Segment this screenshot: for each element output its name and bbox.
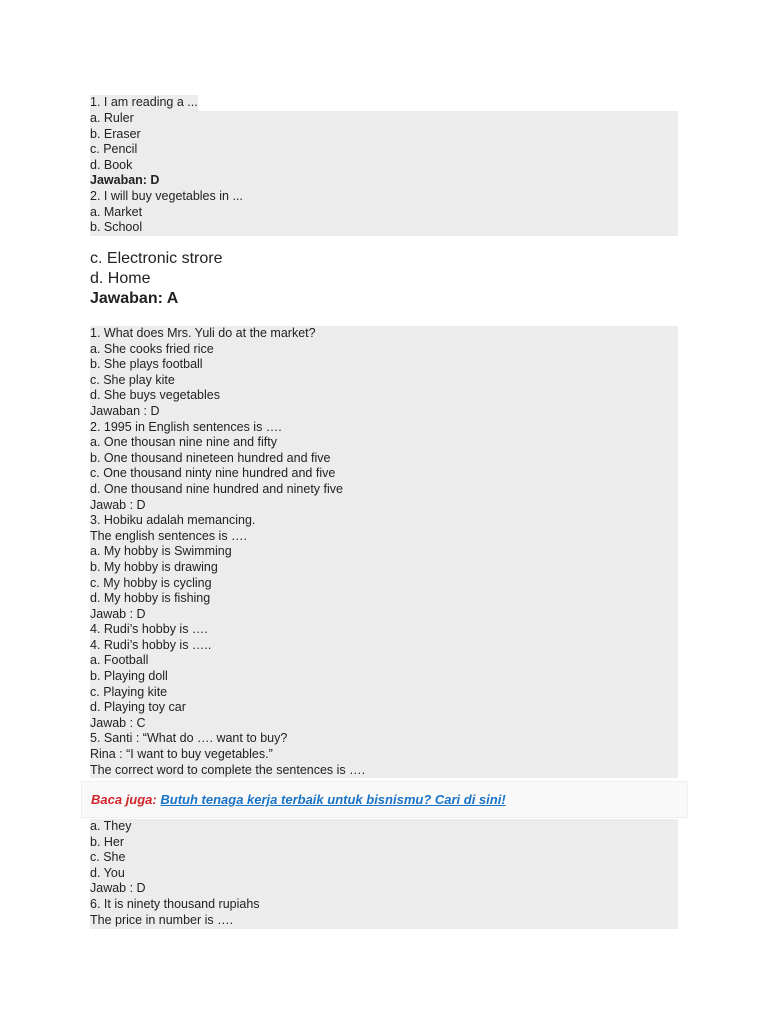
text-line: d. She buys vegetables — [90, 388, 220, 403]
text-line: a. She cooks fried rice — [90, 341, 214, 356]
text-line: Jawab : D — [90, 606, 146, 621]
text-line: The correct word to complete the sentences is …. — [90, 762, 366, 777]
text-line: d. You — [90, 865, 125, 880]
promo-link[interactable]: Butuh tenaga kerja terbaik untuk bisnismu? Cari di sini! — [160, 792, 506, 807]
text-line: b. She plays football — [90, 357, 203, 372]
text-line: b. My hobby is drawing — [90, 559, 218, 574]
promo-banner — [81, 781, 688, 818]
text-line: a. They — [90, 819, 132, 833]
option-line: b. Eraser — [90, 126, 141, 141]
text-line: b. Her — [90, 834, 125, 849]
text-line: c. One thousand ninty nine hundred and five — [90, 466, 336, 481]
text-line: a. Football — [90, 653, 149, 668]
answer-line: Jawaban: D — [90, 173, 160, 188]
question-block-3 — [90, 326, 678, 778]
question-line: 2. I will buy vegetables in ... — [90, 188, 243, 203]
text-line: 2. 1995 in English sentences is …. — [90, 419, 282, 434]
text-line: 6. It is ninety thousand rupiahs — [90, 896, 260, 911]
option-line: b. School — [90, 220, 143, 235]
text-line: Jawab : C — [90, 715, 146, 730]
question-block-2 — [90, 249, 678, 309]
question-block-4 — [90, 819, 678, 929]
text-line: 3. Hobiku adalah memancing. — [90, 513, 256, 528]
text-line: b. One thousand nineteen hundred and five — [90, 450, 331, 465]
question-line: 1. I am reading a ... — [90, 95, 198, 109]
answer-line: Jawaban: A — [90, 290, 179, 307]
option-line: a. Market — [90, 204, 143, 219]
option-line: d. Book — [90, 157, 133, 172]
question-block-1 — [90, 93, 678, 236]
text-line: Rina : “I want to buy vegetables.” — [90, 747, 273, 762]
text-line: c. My hobby is cycling — [90, 575, 212, 590]
text-line: d. Playing toy car — [90, 700, 186, 715]
text-line: a. My hobby is Swimming — [90, 544, 232, 559]
text-line: b. Playing doll — [90, 669, 168, 684]
option-line: c. Electronic strore — [90, 250, 223, 267]
text-line: c. She — [90, 850, 126, 865]
text-line: Jawaban : D — [90, 403, 160, 418]
text-line: d. One thousand nine hundred and ninety five — [90, 481, 343, 496]
text-line: The english sentences is …. — [90, 528, 248, 543]
text-line: c. Playing kite — [90, 684, 168, 699]
option-line: a. Ruler — [90, 111, 134, 125]
text-line: 4. Rudi’s hobby is ….. — [90, 637, 212, 652]
option-line: c. Pencil — [90, 142, 138, 157]
text-line: 1. What does Mrs. Yuli do at the market? — [90, 326, 316, 340]
text-line: 5. Santi : “What do …. want to buy? — [90, 731, 288, 746]
text-line: 4. Rudi’s hobby is …. — [90, 622, 208, 637]
text-line: c. She play kite — [90, 372, 175, 387]
text-line: The price in number is …. — [90, 912, 234, 927]
text-line: Jawab : D — [90, 881, 146, 896]
text-line: Jawab : D — [90, 497, 146, 512]
promo-label: Baca juga: — [91, 792, 157, 807]
text-line: a. One thousan nine nine and fifty — [90, 435, 277, 450]
text-line: d. My hobby is fishing — [90, 591, 211, 606]
option-line: d. Home — [90, 270, 151, 287]
